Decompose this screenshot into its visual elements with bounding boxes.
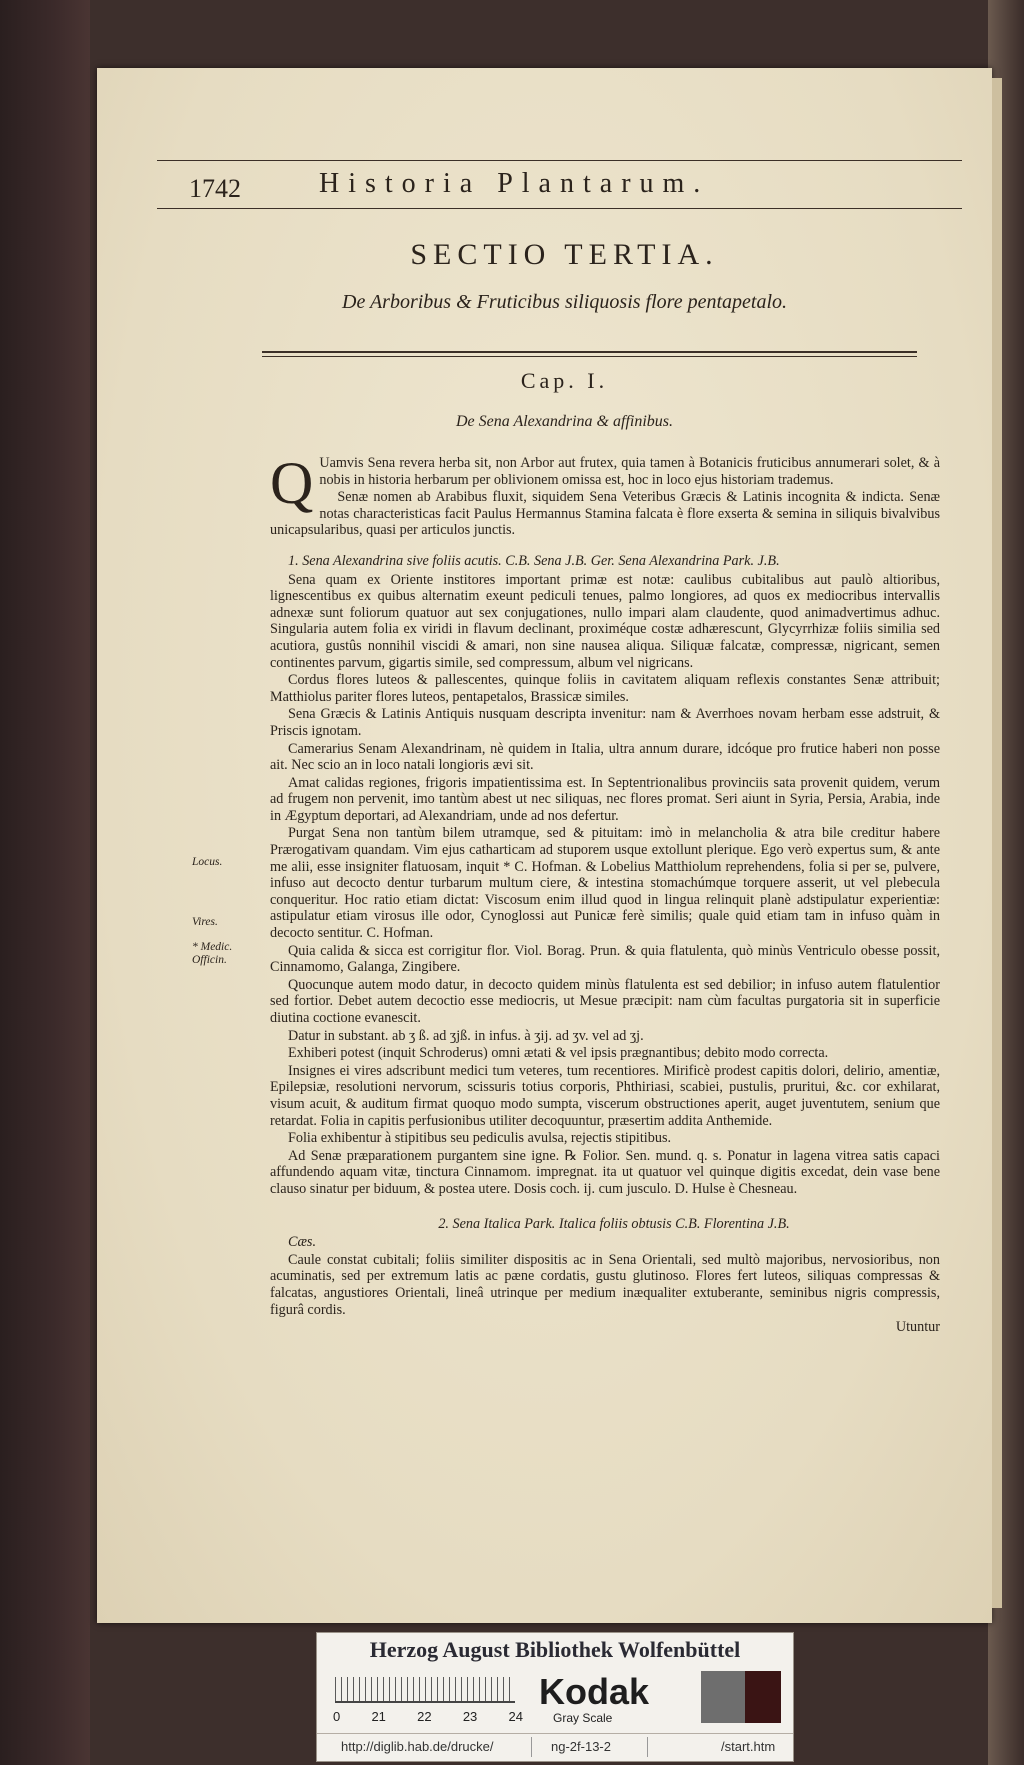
book-page <box>97 68 992 1623</box>
body-text <box>270 450 940 1337</box>
paragraph: Datur in substant. ab ʒ ß. ad ʒjß. in infus. à ʒij. ad ʒv. vel ad ʒj. <box>288 1027 644 1044</box>
gray-swatch <box>701 1671 745 1723</box>
page-edge <box>992 78 1002 1608</box>
margin-note-vires: Vires. <box>192 916 218 928</box>
library-name: Herzog August Bibliothek Wolfenbüttel <box>369 1637 741 1662</box>
section-subtitle: De Arboribus & Fruticibus siliquosis flore pentapetalo. <box>342 291 787 313</box>
paragraph: Exhiberi potest (inquit Schroderus) omni ætati & vel ipsis prægnantibus; debito modo correcta. <box>288 1045 829 1062</box>
diglib-url-link[interactable]: http://diglib.hab.de/drucke/ <box>341 1739 494 1754</box>
dark-swatch <box>745 1671 781 1723</box>
margin-note-locus: Locus. <box>192 856 223 868</box>
library-footer <box>316 1632 794 1762</box>
start-link[interactable]: /start.htm <box>721 1739 776 1754</box>
margin-note-medic: * Medic. Officin. <box>192 941 233 966</box>
gray-scale-label: Gray Scale <box>553 1711 613 1725</box>
header-rule-top <box>157 160 962 161</box>
paragraph-text: Uamvis Sena revera herba sit, non Arbor aut frutex, quia tamen à Botanicis fruticibus annumerari solet, & à nobis in historia herbarum per oblivionem omissa est, hoc in loco ejus historiam trademus. <box>319 455 940 488</box>
paragraph: Quia calida & sicca est corrigitur flor. Viol. Borag. Prun. & quia flatulenta, quò minùs Ventriculo obesse possit, Cinnamomo, Galanga, Zingibere. <box>270 942 940 976</box>
ruler-number: 22 <box>417 1709 432 1724</box>
drop-cap: Q <box>270 450 314 516</box>
divider <box>647 1737 648 1757</box>
section-rule-thin <box>262 356 917 357</box>
scanner-frame-left <box>0 0 90 1765</box>
paragraph: Cordus flores luteos & pallescentes, quinque foliis in cavitatem aliquam reflexis constantes Senæ attribuit; Matthiolus pariter flores luteos, pentapetalos, Brassicæ similes. <box>270 672 940 705</box>
catchword: Utuntur <box>895 1319 940 1336</box>
paragraph: Amat calidas regiones, frigoris impatientissima est. In Septentrionalibus provinciis sata provenit quidem, verum ad frugem non pervenit, imo tantùm abest ut nec siliquas, nec flores promat. Seri aiunt in Syria, Persia, Arabia, inde in Ægyptum deportari, ad Alexandriam, unde ad nos defertur. <box>270 774 940 824</box>
entry-note: Cæs. <box>288 1234 316 1251</box>
ruler-numbers <box>333 1709 523 1724</box>
paragraph: Senæ nomen ab Arabibus fluxit, siquidem Sena Veteribus Græcis & Latinis incognita & indicta. Senæ notas characteristicas facit Paulus Hermannus Stamina falcata è flore exserta & semina in siliquis bivalvibus unicapsularibus, quasi per articulos junctis. <box>270 489 940 539</box>
kodak-logo: Kodak <box>539 1671 650 1712</box>
paragraph: Ad Senæ præparationem purgantem sine igne. ℞ Folior. Sen. mund. q. s. Ponatur in lagena vitrea satis capaci affundendo aquam vitæ, tinctura Cinnamom. impregnat. ita ut quatuor vel quinque digitis excedat, dein vase bene clauso sinatur per biduum, & postea utere. Dosis coch. ij. cum jusculo. D. Hulse è Chesneau. <box>270 1147 940 1197</box>
paragraph: Sena Græcis & Latinis Antiquis nusquam descripta invenitur: nam & Averrhoes novam herbam esse adstruit, & Priscis ignotam. <box>270 706 940 739</box>
paragraph: Quocunque autem modo datur, in decocto quidem minùs flatulenta est sed debilior; in infuso autem flatulentior sed fortior. Debet autem decoctio esse mediocris, ut Mesue præcipit: nam cùm facultas purgatoria sit in superficie diutina coctione evanescit. <box>270 976 940 1026</box>
header-rule-bottom <box>157 208 962 209</box>
running-head: Historia Plantarum. <box>319 168 710 199</box>
ruler-number: 23 <box>462 1709 478 1724</box>
shelfmark: ng-2f-13-2 <box>551 1739 611 1754</box>
ruler-number: 24 <box>508 1709 523 1724</box>
paragraph: Caule constat cubitali; foliis similiter dispositis ac in Sena Orientali, sed multò majoribus, nervosioribus, non acuminatis, sed per extremum latis ac pæne cordatis, gustu glutinoso. Flores fert luteos, siliquas compressas & falcatas, angustiores Orientali, lineâ utrinque per medium inæqualiter extuberante, seminibus nigris compressis, figurâ cordis. <box>270 1251 940 1318</box>
section-title: SECTIO TERTIA. <box>410 238 719 271</box>
species-entry: 1. Sena Alexandrina sive foliis acutis. C.B. Sena J.B. Ger. Sena Alexandrina Park. J.B. <box>288 552 780 569</box>
species-entry: 2. Sena Italica Park. Italica foliis obtusis C.B. Florentina J.B. <box>438 1215 790 1232</box>
paragraph: Folia exhibentur à stipitibus seu pediculis avulsa, rejectis stipitibus. <box>288 1130 672 1147</box>
ruler-number: 21 <box>371 1709 386 1724</box>
footer-divider <box>317 1733 793 1734</box>
paragraph: Insignes ei vires adscribunt medici tum veteres, tum recentiores. Mirificè prodest capitis dolori, delirio, amentiæ, Epilepsiæ, resolutioni nervorum, scissuris totius corporis, Phthiriasi, scabiei, pustulis, pruritui, &c. cor exhilarat, visum acuit, & auditum firmat quoquo modo sumpta, viscerum obstructiones aperit, auget juventutem, senium que retardat. Folia in capitis perfusionibus utiliter decoquuntur, præsertim addita Anthemide. <box>270 1062 940 1129</box>
chapter-title: Cap. I. <box>520 368 609 393</box>
paragraph: Sena quam ex Oriente institores important primæ est notæ: caulibus cubitalibus aut paulò altioribus, lignescentibus ex quibus alternatim exeunt pediculi tenues, palmo longiores, ad quos ex mediocribus intervallis adnexæ sunt foliorum quatuor aut sex conjugationes, nullo impari alam claudente, quod animadvertimus adhuc. Singularia autem folia ex viridi in flavum declinant, proximéque costæ adhærescunt, Glycyrrhizæ foliis similia sed acutiora, gustûs nonnihil viscidi & amari, non sine nausea aliqua. Siliquæ falcatæ, compressæ, nigricant, semen continentes parvum, gigartis simile, sed compressum, album vel nigricans. <box>270 571 940 671</box>
divider <box>531 1737 532 1757</box>
ruler-number: 0 <box>333 1709 341 1724</box>
scale-ruler <box>335 1677 515 1703</box>
page-number: 1742 <box>189 174 241 203</box>
section-rule <box>262 351 917 353</box>
paragraph: Camerarius Senam Alexandrinam, nè quidem in Italia, ultra annum durare, idcóque pro frutice haberi non posse ait. Nec scio an in loco natali longioris ævi sit. <box>270 740 940 774</box>
paragraph: Purgat Sena non tantùm bilem utramque, sed & pituitam: imò in melancholia & atra bile creditur habere Prærogativam quandam. Vim ejus catharticam ad stuporem usque extollunt plerique. Ego verò expertus sum, & ante me alii, esse insigniter flatuosam, inquit * C. Hofman. & Lobelius Matthiolum reprehendens, folia si per se, pulvere, infuso aut decocto dentur turbarum multum ciere, & intestina stomachúmque torquere asserit, ut vel plebecula conqueritur. Hoc ratio etiam dictat: Viscosum enim illud quod in lingua relinquit planè adstipulatur experientiæ: astipulatur etiam virosus ille odor, Cynoglossi aut Punicæ ferè similis; quale quid etiam tam in infuso quàm in decocto sentitur. C. Hofman. <box>270 825 940 942</box>
chapter-subtitle: De Sena Alexandrina & affinibus. <box>455 413 673 430</box>
